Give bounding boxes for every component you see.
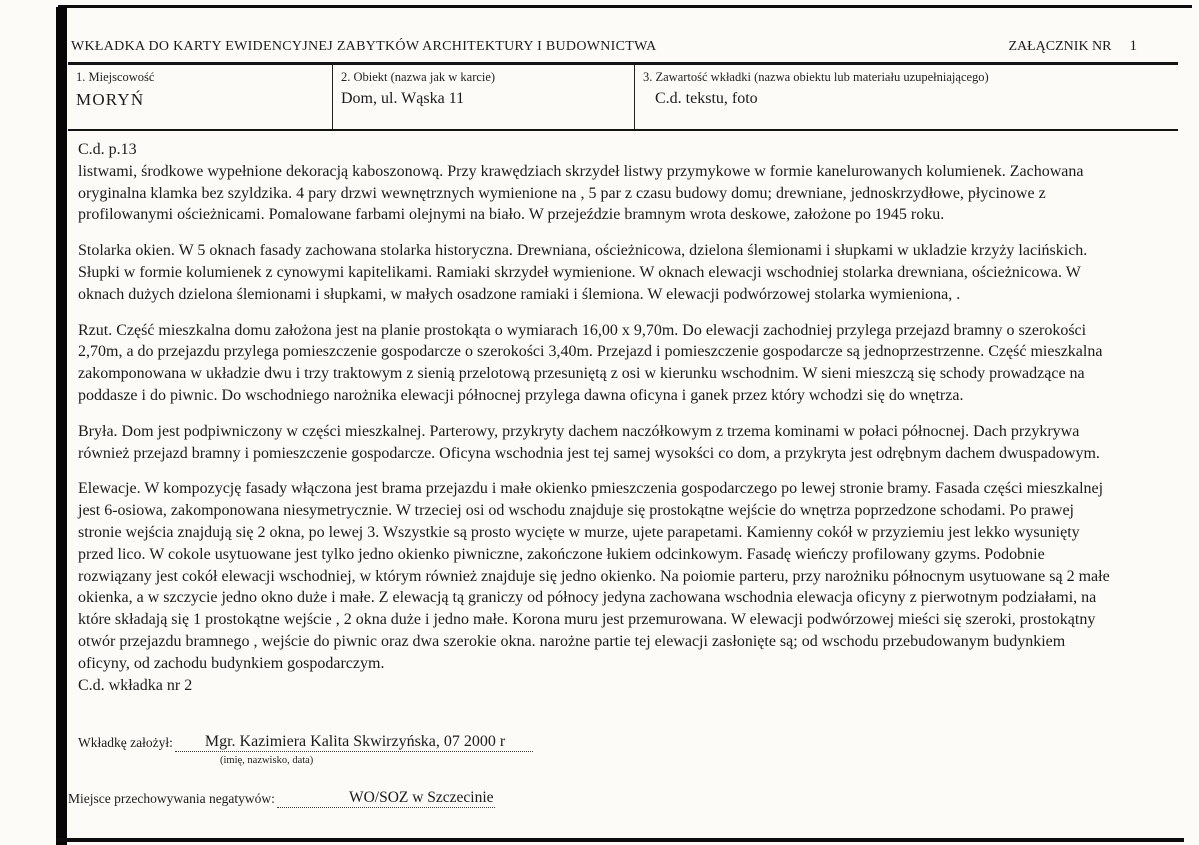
- field-obiekt-label: 2. Obiekt (nazwa jak w karcie): [341, 70, 496, 84]
- body-paragraph: Stolarka okien. W 5 oknach fasady zachowana stolarka historyczna. Drewniana, ościeżnicowa, dzielona ślemionami i słupkami w ukladzie krzyży lacińskich. Słupki w formie kolumienek z cynowymi kapitelikami. Ramiaki skrzydeł wymienione. W oknach elewacji wschodniej stolarka drewniana, ościeżnicowa. W oknach dużych dzielona ślemionami i słupkami, w małych osadzone ramiaki i ślemiona. W elewacji podwórzowej stolarka wymieniona, .: [78, 242, 1088, 303]
- field-obiekt: [332, 65, 634, 129]
- field-obiekt-value: Dom, ul. Wąska 11: [341, 90, 465, 107]
- scan-artifact-left-edge: [56, 7, 67, 845]
- body-closing-line: C.d. wkładka nr 2: [78, 676, 193, 694]
- field-zawartosc: [634, 65, 1178, 129]
- field-zawartosc-label: 3. Zawartość wkładki (nazwa obiektu lub materiału uzupełniającego): [643, 70, 989, 84]
- founder-row: [78, 733, 533, 752]
- body-paragraph: listwami, środkowe wypełnione dekoracją kaboszonową. Przy krawędziach skrzydeł listwy przymykowe w formie kanelurowanych kolumienek. Zachowana oryginalna klamka bez szyldzika. 4 pary drzwi wewnętrznych wymienione na , 5 par z czasu budowy domu; drewniane, jednoskrzydłowe, płycinowe z profilowanymi ościeżnicami. Pomalowane farbami olejnymi na biało. W przejeździe bramnym wrota deskowe, założone po 1945 roku.: [78, 162, 1084, 224]
- field-miejscowosc: [68, 65, 332, 129]
- scan-artifact-top-line: [58, 5, 1192, 8]
- founder-label: Wkładkę założył:: [78, 735, 173, 750]
- field-zawartosc-value: C.d. tekstu, foto: [655, 90, 758, 107]
- document-title: WKŁADKA DO KARTY EWIDENCYJNEJ ZABYTKÓW ARCHITEKTURY I BUDOWNICTWA: [71, 39, 657, 54]
- body-lead-line: C.d. p.13: [78, 141, 137, 158]
- field-miejscowosc-label: 1. Miejscowość: [76, 70, 155, 84]
- negatives-row: [68, 789, 495, 808]
- body-paragraph: Bryła. Dom jest podpiwniczony w części mieszkalnej. Parterowy, przykryty dachem naczółkowym z trzema kominami w połaci północnej. Dach przykrywa również przejazd bramny i pomieszczenie gospodarcze. Oficyna wschodnia jest tej samej wysokści co dom, a przykryta jest odrębnym dachem dwuspadowym.: [78, 422, 1100, 462]
- body-paragraph: Elewacje. W kompozycję fasady włączona jest brama przejazdu i małe okienko pmieszczenia gospodarczego po lewej stronie bramy. Fasada części mieszkalnej jest 6-osiowa, zakomponowana niesymetrycznie. W trzeciej osi od wschodu znajduje się prostokątne wejście do wnętrza poprzedzone schodami. Po prawej stronie wejścia znajdują się 2 okna, po lewej 3. Wszystkie są prosto wycięte w murze, ujete parapetami. Kamienny cokół w przyziemiu jest lekko wysunięty przed lico. W cokole usytuowane jest tylko jedno okienko piwniczne, zakończone łukiem odcinkowym. Fasadę wieńczy profilowany gzyms. Podobnie rozwiązany jest cokół elewacji wschodniej, w którym również znajduje się jedno okienko. Na poiomie parteru, przy narożniku północnym usytuowane są 2 małe okienka, a w szczycie jedno okno duże i małe. Z elewacją tą graniczy od północy jedyna zachowana wschodnia elewacja oficyny z pierwotnym podziałami, na które składają się 1 prostokątne wejście , 2 okna duże i jedno małe. Korona muru jest przemurowana. W elewacji podwórzowej mieści się szeroki, prostokątny otwór przejazdu bramnego , wejście do piwnic oraz dwa szerokie okna. narożne partie tej elewacji zasłonięte są; od wschodu przebudowanym budynkiem oficyny, od zachodu budynkiem gospodarczym.: [78, 480, 1110, 672]
- info-table: [68, 65, 1178, 131]
- founder-caption: (imię, nazwisko, data): [220, 755, 314, 766]
- annex-label: ZAŁĄCZNIK NR: [1008, 39, 1112, 54]
- field-miejscowosc-value: MORYŃ: [76, 90, 145, 109]
- document-header: [71, 38, 1137, 55]
- annex-number: 1: [1129, 38, 1137, 54]
- negatives-value: WO/SOZ w Szczecinie: [277, 789, 495, 808]
- negatives-label: Miejsce przechowywania negatywów:: [68, 791, 275, 806]
- document-body: [78, 139, 1118, 696]
- founder-value: Mgr. Kazimiera Kalita Skwirzyńska, 07 2000 r: [175, 733, 533, 752]
- annex-reference: [1008, 38, 1137, 55]
- body-paragraph: Rzut. Część mieszkalna domu założona jest na planie prostokąta o wymiarach 16,00 x 9,70m. Do elewacji zachodniej przylega przejazd bramny o szerokości 2,70m, a do przejazdu przylega pomieszczenie gospodarcze o szerokości 3,40m. Przejazd i pomieszczenie gospodarcze są jednoprzestrzenne. Część mieszkalna zakomponowana w układzie dwu i trzy traktowym z sienią przelotową przesuniętą z osi w kierunku wschodnim. W sieni mieszczą się schody prowadzące na poddasze i do piwnic. Do wschodniego narożnika elewacji północnej przylega dawna oficyna i ganek przez który wchodzi się do wnętrza.: [78, 321, 1103, 404]
- scan-artifact-bottom-line: [56, 838, 1184, 842]
